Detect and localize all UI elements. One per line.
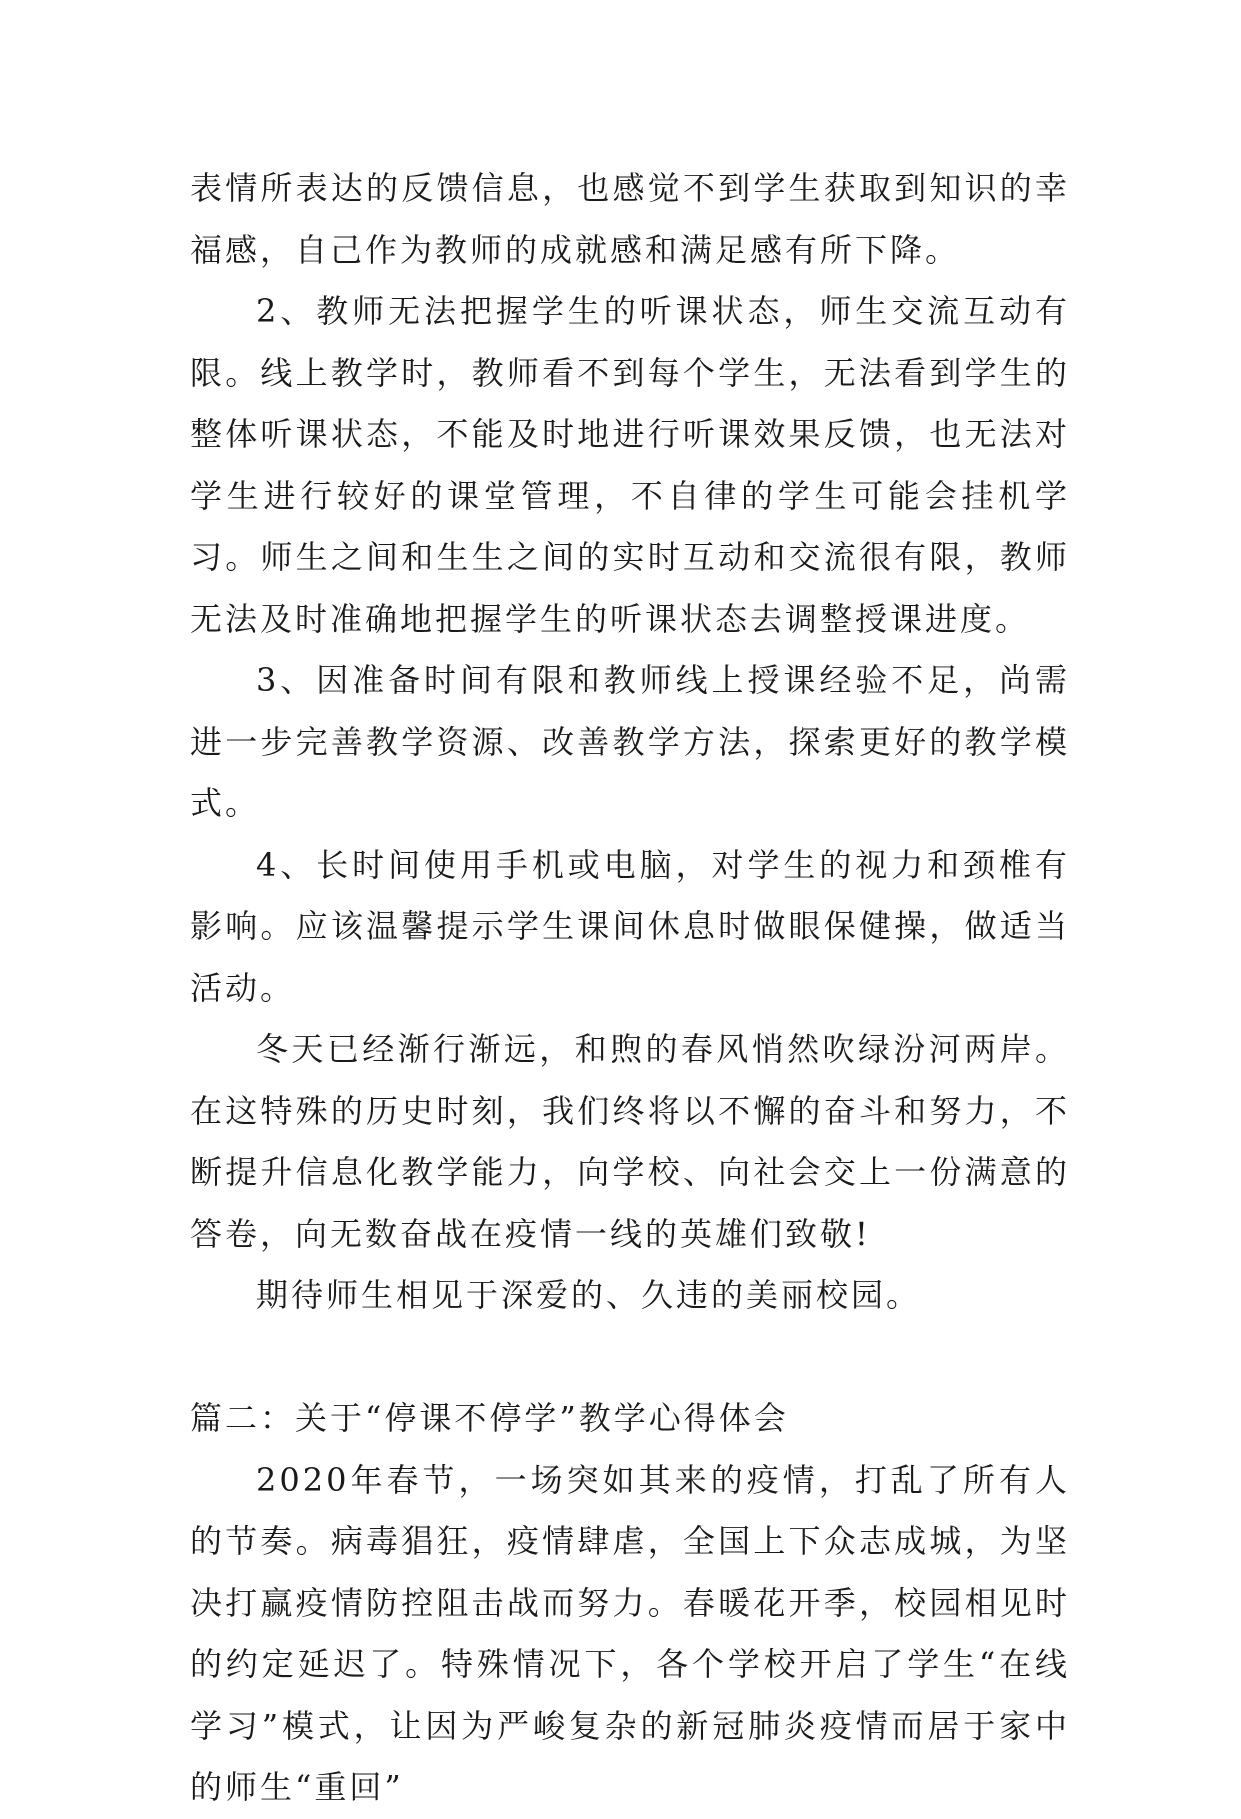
paragraph-point-4: 4、长时间使用手机或电脑，对学生的视力和颈椎有影响。应该温馨提示学生课间休息时做眼保健操，做适当活动。 xyxy=(190,845,1070,1007)
paragraph-point-2: 2、教师无法把握学生的听课状态，师生交流互动有限。线上教学时，教师看不到每个学生，无法看到学生的整体听课状态，不能及时地进行听课效果反馈，也无法对学生进行较好的课堂管理，不自律的学生可能会挂机学习。师生之间和生生之间的实时互动和交流很有限，教师无法及时准确地把握学生的听课状态去调整授课进度。 xyxy=(190,292,1070,638)
document-body xyxy=(190,158,1070,1819)
section-heading: 篇二：关于“停课不停学”教学心得体会 xyxy=(190,1399,789,1437)
paragraph-point-3: 3、因准备时间有限和教师线上授课经验不足，尚需进一步完善教学资源、改善教学方法，探索更好的教学模式。 xyxy=(190,661,1070,822)
paragraph-looking-forward: 期待师生相见于深爱的、久违的美丽校园。 xyxy=(256,1276,922,1314)
paragraph-winter: 冬天已经渐行渐远，和煦的春风悄然吹绿汾河两岸。在这特殊的历史时刻，我们终将以不懈的奋斗和努力，不断提升信息化教学能力，向学校、向社会交上一份满意的答卷，向无数奋战在疫情一线的英雄们致敬! xyxy=(190,1030,1070,1253)
paragraph-spring-festival: 2020年春节，一场突如其来的疫情，打乱了所有人的节奏。病毒猖狂，疫情肆虐，全国上下众志成城，为坚决打赢疫情防控阻击战而努力。春暖花开季，校园相见时的约定延迟了。特殊情况下，各个学校开启了学生“在线学习”模式，让因为严峻复杂的新冠肺炎疫情而居于家中的师生“重回” xyxy=(190,1460,1070,1806)
paragraph-feedback: 表情所表达的反馈信息，也感觉不到学生获取到知识的幸福感，自己作为教师的成就感和满足感有所下降。 xyxy=(190,169,1070,269)
